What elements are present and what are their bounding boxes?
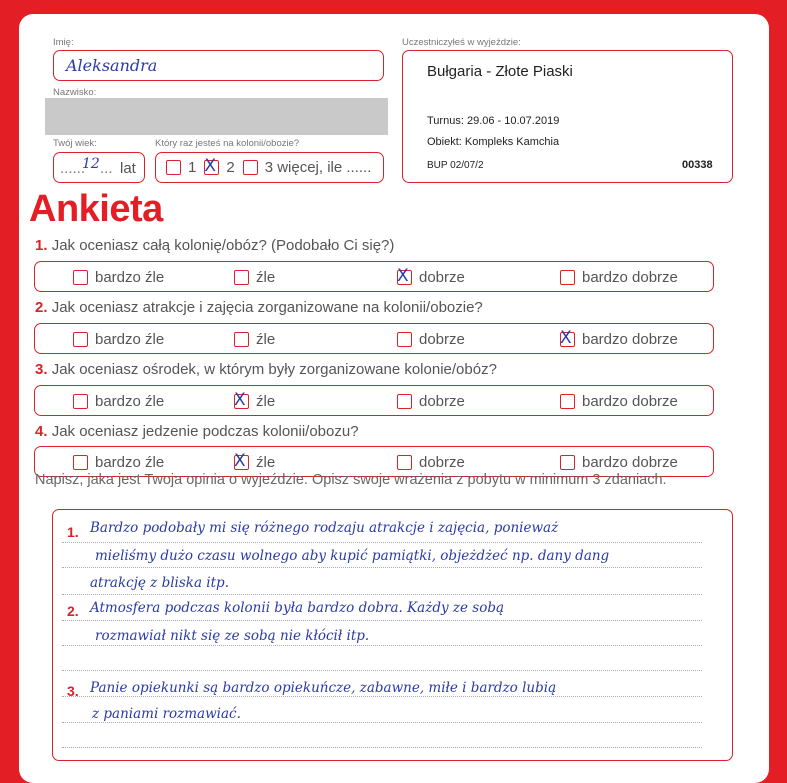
wiek-label: Twój wiek:	[53, 138, 97, 149]
q2-checkbox-dobrze[interactable]	[397, 332, 412, 347]
q2-option-zle: źle	[256, 330, 276, 348]
q3-option-dobrze: dobrze	[419, 392, 465, 410]
question-4	[35, 423, 359, 440]
question-4-num: 4.	[35, 423, 48, 440]
q2-option-dobrze: dobrze	[419, 330, 465, 348]
question-3	[35, 361, 497, 378]
obiekt-label: Obiekt:	[427, 136, 462, 148]
imie-field[interactable]	[53, 50, 384, 81]
q1-checkbox-dobrze[interactable]: X	[397, 270, 412, 285]
ktory-raz-label: Który raz jesteś na kolonii/obozie?	[155, 138, 300, 149]
q2-checkbox-zle[interactable]	[234, 332, 249, 347]
q1-checkbox-bardzo-zle[interactable]	[73, 270, 88, 285]
question-2-text: Jak oceniasz atrakcje i zajęcia zorganizowane na kolonii/obozie?	[51, 299, 483, 316]
question-1-answers	[34, 261, 714, 292]
q3-checkbox-dobrze[interactable]	[397, 394, 412, 409]
q4-checkbox-dobrze[interactable]	[397, 455, 412, 470]
q4-option-dobrze: dobrze	[419, 453, 465, 471]
trip-code: BUP 02/07/2	[427, 160, 484, 171]
q3-option-bardzo-zle: bardzo źle	[95, 392, 165, 410]
question-1-num: 1.	[35, 237, 48, 254]
q4-checkbox-zle[interactable]: X	[234, 455, 249, 470]
opinion-2-line-1: Atmosfera podczas kolonii była bardzo dobra. Każdy ze sobą	[90, 600, 505, 616]
question-3-num: 3.	[35, 361, 48, 378]
q1-option-zle: źle	[256, 268, 276, 286]
question-2	[35, 299, 483, 316]
q4-option-bardzo-dobrze: bardzo dobrze	[582, 453, 678, 471]
question-2-answers	[34, 323, 714, 354]
opinion-1-line-3: atrakcję z bliska itp.	[90, 575, 229, 591]
opinion-1-line-1: Bardzo podobały mi się różnego rodzaju atrakcje i zajęcia, ponieważ	[90, 520, 559, 536]
q2-option-bardzo-zle: bardzo źle	[95, 330, 165, 348]
q3-checkbox-zle[interactable]: X	[234, 394, 249, 409]
question-1-text: Jak oceniasz całą kolonię/obóz? (Podobało Ci się?)	[51, 237, 395, 254]
question-1	[35, 237, 394, 254]
question-3-answers	[34, 385, 714, 416]
question-4-text: Jak oceniasz jedzenie podczas kolonii/obozu?	[51, 423, 359, 440]
q1-option-bardzo-zle: bardzo źle	[95, 268, 165, 286]
question-3-text: Jak oceniasz ośrodek, w którym były zorganizowane kolonie/obóz?	[51, 361, 497, 378]
trip-destination: Bułgaria - Złote Piaski	[427, 63, 573, 80]
survey-title: Ankieta	[29, 188, 163, 230]
imie-label: Imię:	[53, 37, 74, 48]
obiekt-value: Kompleks Kamchia	[464, 136, 560, 148]
q2-checkbox-bardzo-dobrze[interactable]: X	[560, 332, 575, 347]
nazwisko-redacted	[45, 98, 388, 135]
opinion-3-line-2: z paniami rozmawiać.	[92, 706, 241, 722]
ktory-raz-option-1: 1	[188, 159, 197, 176]
opinion-1-line-2: mieliśmy dużo czasu wolnego aby kupić pamiątki, objeżdżeć np. dany dang	[95, 548, 610, 564]
opinion-3-line-1: Panie opiekunki są bardzo opiekuńcze, zabawne, miłe i bardzo lubią	[90, 680, 557, 696]
ktory-raz-checkbox-1[interactable]	[166, 160, 181, 175]
wiek-unit: lat	[120, 160, 136, 177]
nazwisko-label: Nazwisko:	[53, 87, 97, 98]
turnus-label: Turnus:	[427, 115, 464, 127]
q1-option-bardzo-dobrze: bardzo dobrze	[582, 268, 678, 286]
ktory-raz-option-3: 3 więcej, ile ......	[264, 159, 372, 176]
ktory-raz-checkbox-2[interactable]: X	[204, 160, 219, 175]
q1-checkbox-bardzo-dobrze[interactable]	[560, 270, 575, 285]
q1-checkbox-zle[interactable]	[234, 270, 249, 285]
wiek-field[interactable]: ...... 12 ... lat	[53, 152, 145, 183]
opinion-1-num: 1.	[67, 524, 79, 540]
q3-option-bardzo-dobrze: bardzo dobrze	[582, 392, 678, 410]
ktory-raz-option-2: 2	[226, 159, 235, 176]
turnus-value: 29.06 - 10.07.2019	[466, 115, 560, 127]
opinion-2-num: 2.	[67, 603, 79, 619]
opinion-label: Napisz, jaka jest Twoja opinia o wyjeździe. Opisz swoje wrażenia z pobytu w minimum 3 zdaniach.	[35, 472, 667, 488]
imie-value: Aleksandra	[66, 56, 158, 75]
q2-checkbox-bardzo-zle[interactable]	[73, 332, 88, 347]
trip-number: 00338	[682, 159, 713, 171]
q3-option-zle: źle	[256, 392, 276, 410]
q3-checkbox-bardzo-dobrze[interactable]	[560, 394, 575, 409]
q4-checkbox-bardzo-zle[interactable]	[73, 455, 88, 470]
trip-label: Uczestniczyłeś w wyjeździe:	[402, 37, 521, 48]
q1-option-dobrze: dobrze	[419, 268, 465, 286]
ktory-raz-checkbox-3[interactable]	[243, 160, 258, 175]
ktory-raz-field	[155, 152, 384, 183]
q4-option-bardzo-zle: bardzo źle	[95, 453, 165, 471]
opinion-2-line-2: rozmawiał nikt się ze sobą nie kłócił itp.	[95, 628, 370, 644]
question-2-num: 2.	[35, 299, 48, 316]
q4-checkbox-bardzo-dobrze[interactable]	[560, 455, 575, 470]
q3-checkbox-bardzo-zle[interactable]	[73, 394, 88, 409]
q4-option-zle: źle	[256, 453, 276, 471]
opinion-3-num: 3.	[67, 683, 79, 699]
q2-option-bardzo-dobrze: bardzo dobrze	[582, 330, 678, 348]
wiek-value: 12	[82, 156, 100, 172]
